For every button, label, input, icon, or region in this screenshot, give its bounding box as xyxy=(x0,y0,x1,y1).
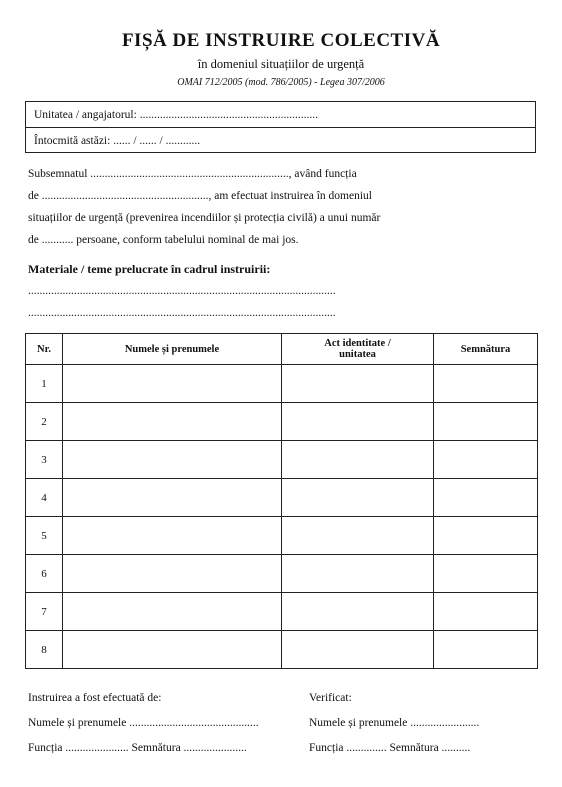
id-cell[interactable] xyxy=(282,365,434,403)
name-cell[interactable] xyxy=(63,441,282,479)
table-row xyxy=(26,555,538,593)
col-header-name: Numele și prenumele xyxy=(63,334,282,365)
table-header-row xyxy=(26,334,538,365)
col-header-id xyxy=(282,334,434,365)
table-row xyxy=(26,479,538,517)
statement-line-4[interactable]: de ........... persoane, conform tabelului nominal de mai jos. xyxy=(28,234,299,246)
form-subtitle: în domeniul situațiilor de urgență xyxy=(197,57,365,71)
form-title: FIȘĂ DE INSTRUIRE COLECTIVĂ xyxy=(121,30,441,51)
signature-cell[interactable] xyxy=(434,593,538,631)
row-number: 7 xyxy=(26,593,63,631)
signature-cell[interactable] xyxy=(434,555,538,593)
signature-cell[interactable] xyxy=(434,403,538,441)
unit-info-box xyxy=(25,101,536,153)
statement-line-2[interactable]: de .........................................................., am efectuat instruirea în domeniul xyxy=(28,190,372,202)
row-number: 8 xyxy=(26,631,63,669)
row-number: 1 xyxy=(26,365,63,403)
performed-by-label: Instruirea a fost efectuată de: xyxy=(28,692,162,704)
table-row xyxy=(26,441,538,479)
row-number: 6 xyxy=(26,555,63,593)
unit-box-divider xyxy=(26,127,535,128)
table-row xyxy=(26,631,538,669)
table-row xyxy=(26,403,538,441)
signature-cell[interactable] xyxy=(434,441,538,479)
name-cell[interactable] xyxy=(63,631,282,669)
instructor-name-field[interactable]: Numele și prenumele ............................................. xyxy=(28,717,259,729)
legal-reference: OMAI 712/2005 (mod. 786/2005) - Legea 307/2006 xyxy=(177,77,385,88)
id-cell[interactable] xyxy=(282,517,434,555)
table-row xyxy=(26,365,538,403)
id-cell[interactable] xyxy=(282,403,434,441)
name-cell[interactable] xyxy=(63,403,282,441)
id-cell[interactable] xyxy=(282,593,434,631)
materials-heading: Materiale / teme prelucrate în cadrul instruirii: xyxy=(28,262,271,276)
instructor-function-signature-field[interactable]: Funcția ...................... Semnătura ...................... xyxy=(28,742,247,754)
row-number: 2 xyxy=(26,403,63,441)
name-cell[interactable] xyxy=(63,365,282,403)
col-header-id-line1: Act identitate / xyxy=(324,338,391,349)
row-number: 3 xyxy=(26,441,63,479)
name-cell[interactable] xyxy=(63,593,282,631)
col-header-signature: Semnătura xyxy=(434,334,538,365)
verified-label: Verificat: xyxy=(309,692,352,704)
name-cell[interactable] xyxy=(63,555,282,593)
id-cell[interactable] xyxy=(282,479,434,517)
verifier-function-signature-field[interactable]: Funcția .............. Semnătura .......... xyxy=(309,742,471,754)
id-cell[interactable] xyxy=(282,555,434,593)
materials-line-1[interactable]: ........................................................................................................... xyxy=(28,285,336,297)
id-cell[interactable] xyxy=(282,441,434,479)
table-row xyxy=(26,593,538,631)
col-header-id-line2: unitatea xyxy=(339,349,376,360)
signature-cell[interactable] xyxy=(434,631,538,669)
materials-line-2[interactable]: ........................................................................................................... xyxy=(28,307,336,319)
statement-line-3: situațiilor de urgență (prevenirea incendiilor și protecția civilă) a unui număr xyxy=(28,212,381,224)
name-cell[interactable] xyxy=(63,479,282,517)
date-field[interactable]: Întocmită astăzi: ...... / ...... / ............ xyxy=(34,135,201,147)
employer-field[interactable]: Unitatea / angajatorul: .............................................................. xyxy=(34,109,318,121)
id-cell[interactable] xyxy=(282,631,434,669)
participants-table xyxy=(25,333,538,669)
name-cell[interactable] xyxy=(63,517,282,555)
signature-cell[interactable] xyxy=(434,517,538,555)
row-number: 4 xyxy=(26,479,63,517)
signature-cell[interactable] xyxy=(434,365,538,403)
signature-cell[interactable] xyxy=(434,479,538,517)
verifier-name-field[interactable]: Numele și prenumele ........................ xyxy=(309,717,480,729)
table-row xyxy=(26,517,538,555)
statement-line-1[interactable]: Subsemnatul ....................................................................., având funcția xyxy=(28,168,357,180)
col-header-nr: Nr. xyxy=(26,334,63,365)
row-number: 5 xyxy=(26,517,63,555)
